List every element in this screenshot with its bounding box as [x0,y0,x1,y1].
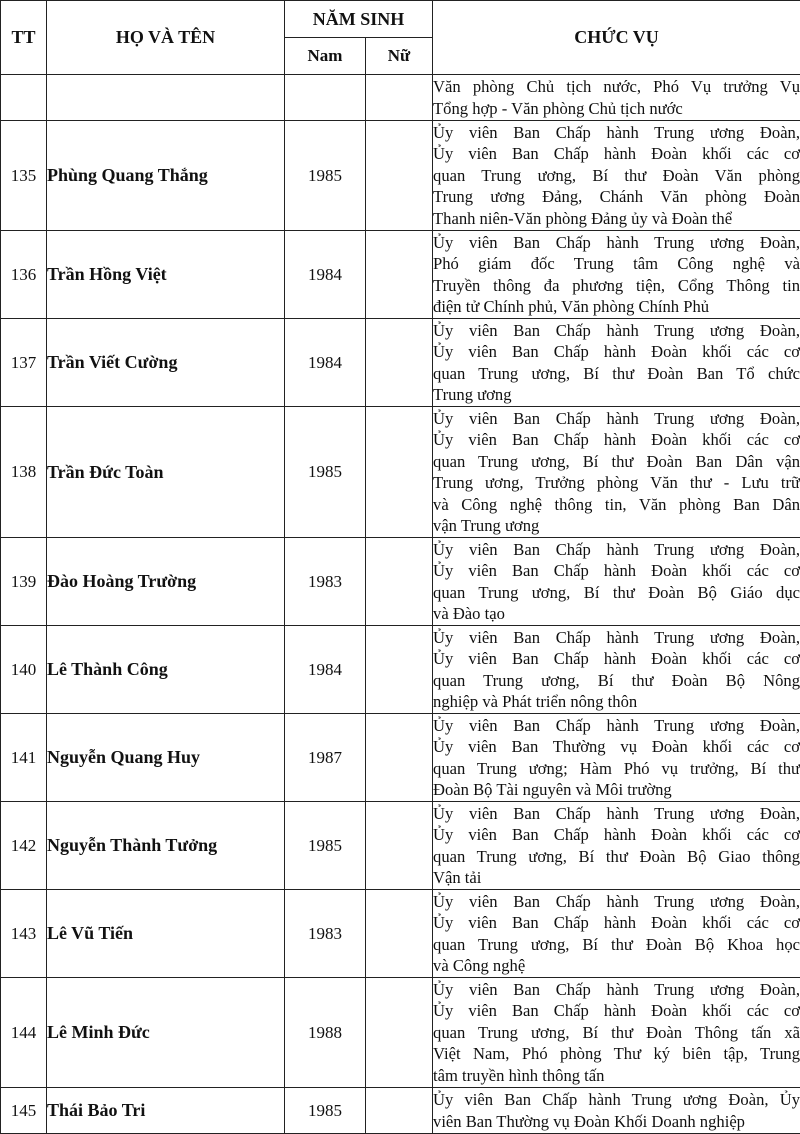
position-line: quan Trung ương, Bí thư Đoàn Bộ Nông [433,670,800,692]
position-line: tâm truyền hình thông tấn [433,1065,800,1087]
table-row [1,231,800,319]
position-line: Phó giám đốc Trung tâm Công nghệ và [433,253,800,275]
header-name: HỌ VÀ TÊN [47,1,285,75]
row-position [433,802,800,890]
row-tt: 137 [1,319,47,407]
row-male-year: 1984 [285,319,366,407]
header-birth-year: NĂM SINH [285,1,433,38]
position-line: Trung ương Đảng, Chánh Văn phòng Đoàn [433,186,800,208]
row-name: Trần Viết Cường [47,319,285,407]
position-line: Ủy viên Ban Chấp hành Trung ương Đoàn, [433,232,800,254]
position-line: Ủy viên Ban Chấp hành Đoàn khối các cơ [433,143,800,165]
row-name [47,75,285,121]
row-position [433,626,800,714]
position-line: Ủy viên Ban Chấp hành Trung ương Đoàn, [433,539,800,561]
position-line: quan Trung ương, Bí thư Đoàn Ban Tổ chức [433,363,800,385]
row-male-year: 1988 [285,978,366,1088]
position-line: Ủy viên Ban Chấp hành Đoàn khối các cơ [433,912,800,934]
row-tt [1,75,47,121]
row-position [433,978,800,1088]
position-line: quan Trung ương, Bí thư Đoàn Thông tấn xã [433,1022,800,1044]
position-line: Tổng hợp - Văn phòng Chủ tịch nước [433,98,800,120]
row-male-year: 1985 [285,802,366,890]
row-name: Lê Thành Công [47,626,285,714]
row-female-year [366,802,433,890]
row-female-year [366,231,433,319]
row-position [433,890,800,978]
row-position [433,407,800,538]
row-male-year: 1983 [285,890,366,978]
row-position [433,714,800,802]
row-female-year [366,319,433,407]
position-line: quan Trung ương, Bí thư Đoàn Bộ Giao thông [433,846,800,868]
position-line: Ủy viên Ban Chấp hành Trung ương Đoàn, Ủy [433,1089,800,1111]
row-name: Nguyễn Thành Tưởng [47,802,285,890]
position-line: viên Ban Thường vụ Đoàn Khối Doanh nghiệp [433,1111,800,1133]
position-line: quan Trung ương; Hàm Phó vụ trưởng, Bí thư [433,758,800,780]
position-line: quan Trung ương, Bí thư Đoàn Ban Dân vận [433,451,800,473]
row-female-year [366,407,433,538]
position-line: quan Trung ương, Bí thư Đoàn Văn phòng [433,165,800,187]
table-row [1,319,800,407]
position-line: Ủy viên Ban Chấp hành Trung ương Đoàn, [433,715,800,737]
row-tt: 141 [1,714,47,802]
position-line: Ủy viên Ban Chấp hành Đoàn khối các cơ [433,560,800,582]
row-position [433,231,800,319]
row-female-year [366,890,433,978]
position-line: Vận tải [433,867,800,889]
position-line: Truyền thông đa phương tiện, Cổng Thông tin [433,275,800,297]
row-female-year [366,626,433,714]
position-line: nghiệp và Phát triển nông thôn [433,691,800,713]
table-row [1,802,800,890]
position-line: Ủy viên Ban Chấp hành Đoàn khối các cơ [433,341,800,363]
position-line: Đoàn Bộ Tài nguyên và Môi trường [433,779,800,801]
position-line: Ủy viên Ban Chấp hành Trung ương Đoàn, [433,122,800,144]
header-male: Nam [285,38,366,75]
position-line: Ủy viên Ban Chấp hành Trung ương Đoàn, [433,408,800,430]
row-tt: 136 [1,231,47,319]
row-name: Trần Hồng Việt [47,231,285,319]
position-line: quan Trung ương, Bí thư Đoàn Bộ Giáo dục [433,582,800,604]
row-tt: 138 [1,407,47,538]
row-position [433,538,800,626]
row-female-year [366,978,433,1088]
position-line: Ủy viên Ban Chấp hành Đoàn khối các cơ [433,1000,800,1022]
header-position: CHỨC VỤ [433,1,800,75]
position-line: quan Trung ương, Bí thư Đoàn Bộ Khoa học [433,934,800,956]
table-row [1,890,800,978]
row-female-year [366,121,433,231]
row-female-year [366,538,433,626]
row-name: Trần Đức Toàn [47,407,285,538]
table-row [1,407,800,538]
row-position [433,121,800,231]
row-male-year [285,75,366,121]
position-line: Trung ương, Trưởng phòng Văn thư - Lưu trữ [433,472,800,494]
position-line: Việt Nam, Phó phòng Thư ký biên tập, Trung [433,1043,800,1065]
table-row [1,121,800,231]
position-line: Trung ương [433,384,800,406]
table-body [1,75,800,1134]
row-name: Đào Hoàng Trường [47,538,285,626]
row-tt: 140 [1,626,47,714]
row-tt: 144 [1,978,47,1088]
table-row [1,626,800,714]
table-header [1,1,800,75]
position-line: Ủy viên Ban Chấp hành Trung ương Đoàn, [433,891,800,913]
table-row-continuation [1,75,800,121]
position-line: Thanh niên-Văn phòng Đảng ủy và Đoàn thể [433,208,800,230]
row-tt: 135 [1,121,47,231]
row-tt: 139 [1,538,47,626]
row-male-year: 1984 [285,626,366,714]
position-line: và Đào tạo [433,603,800,625]
position-line: Ủy viên Ban Chấp hành Trung ương Đoàn, [433,627,800,649]
position-line: Ủy viên Ban Chấp hành Trung ương Đoàn, [433,979,800,1001]
row-female-year [366,714,433,802]
position-line: Ủy viên Ban Chấp hành Đoàn khối các cơ [433,824,800,846]
row-female-year [366,75,433,121]
position-line: và Công nghệ [433,955,800,977]
row-position [433,75,800,121]
position-line: Ủy viên Ban Chấp hành Trung ương Đoàn, [433,320,800,342]
position-line: vận Trung ương [433,515,800,537]
position-line: Ủy viên Ban Chấp hành Đoàn khối các cơ [433,429,800,451]
row-male-year: 1983 [285,538,366,626]
row-tt: 142 [1,802,47,890]
row-tt: 143 [1,890,47,978]
row-name: Nguyễn Quang Huy [47,714,285,802]
row-male-year: 1987 [285,714,366,802]
table-row [1,714,800,802]
row-name: Lê Minh Đức [47,978,285,1088]
row-male-year: 1984 [285,231,366,319]
row-position [433,319,800,407]
header-tt: TT [1,1,47,75]
row-name: Phùng Quang Thắng [47,121,285,231]
position-line: Ủy viên Ban Chấp hành Trung ương Đoàn, [433,803,800,825]
header-female: Nữ [366,38,433,75]
row-male-year: 1985 [285,121,366,231]
row-tt: 145 [1,1088,47,1134]
row-male-year: 1985 [285,407,366,538]
position-line: Văn phòng Chủ tịch nước, Phó Vụ trưởng Vụ [433,76,800,98]
row-name: Lê Vũ Tiến [47,890,285,978]
row-male-year: 1985 [285,1088,366,1134]
position-line: và Công nghệ thông tin, Văn phòng Ban Dân [433,494,800,516]
row-name: Thái Bảo Tri [47,1088,285,1134]
table-row [1,978,800,1088]
position-line: Ủy viên Ban Chấp hành Đoàn khối các cơ [433,648,800,670]
table-row [1,538,800,626]
position-line: Ủy viên Ban Thường vụ Đoàn khối các cơ [433,736,800,758]
position-line: điện tử Chính phủ, Văn phòng Chính Phủ [433,296,800,318]
